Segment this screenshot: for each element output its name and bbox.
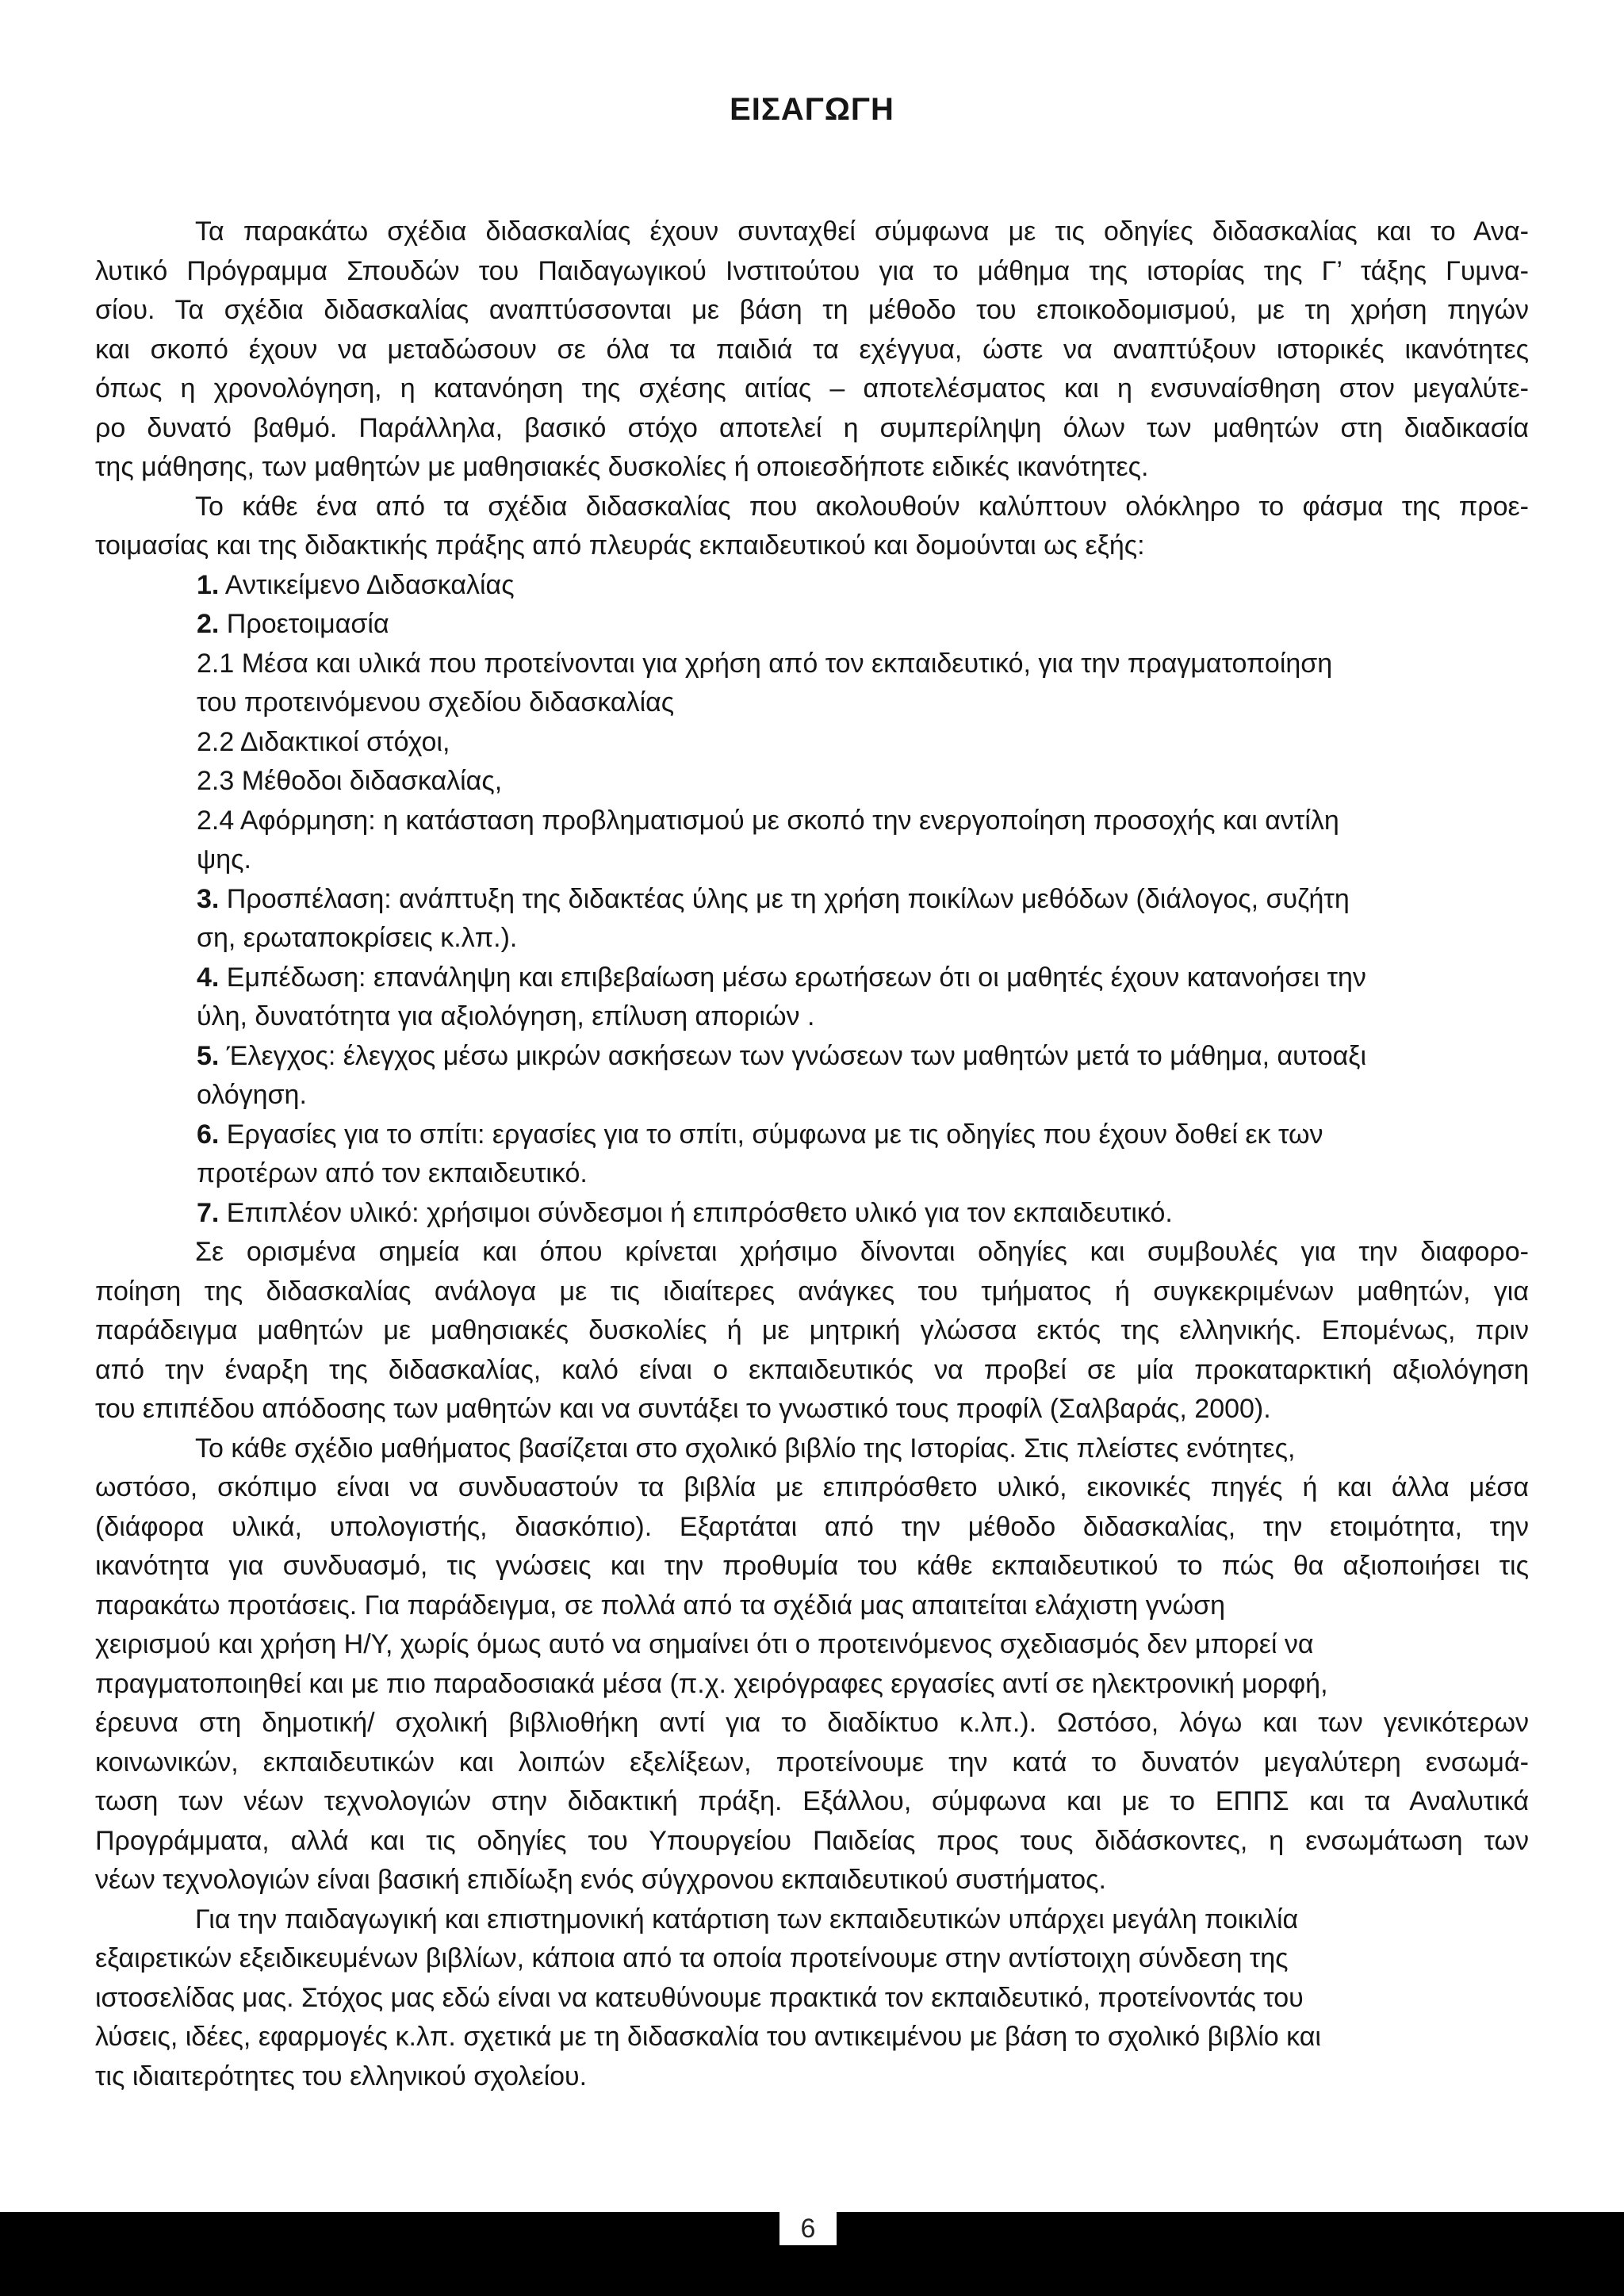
text-line: νέων τεχνολογιών είναι βασική επιδίωξη ενός σύγχρονου εκπαιδευτικού συστήματος. — [95, 1865, 1106, 1895]
list-item-continuation: ολόγηση. — [197, 1080, 307, 1110]
list-item-text: Έλεγχος: έλεγχος μέσω μικρών ασκήσεων των γνώσεων των μαθητών μετά το μάθημα, αυτοαξι — [219, 1040, 1367, 1071]
list-item-continuation: ύλη, δυνατότητα για αξιολόγηση, επίλυση αποριών . — [197, 1001, 815, 1031]
list-item-text: Προετοιμασία — [219, 609, 389, 639]
text-line: τωση των νέων τεχνολογιών στην διδακτική πράξη. Εξάλλου, σύμφωνα και με το ΕΠΠΣ και τα Αναλυτικά — [95, 1786, 1529, 1816]
text-line: ικανότητα για συνδυασμό, τις γνώσεις και την προθυμία του κάθε εκπαιδευτικού το πώς θα αξιοποιήσει τις — [95, 1551, 1529, 1581]
text-line: του επιπέδου απόδοσης των μαθητών και να συντάξει το γνωστικό τους προφίλ (Σαλβαράς, 2000). — [95, 1394, 1271, 1424]
text-line: παρακάτω προτάσεις. Για παράδειγμα, σε πολλά από τα σχέδιά μας απαιτείται ελάχιστη γνώση — [95, 1590, 1226, 1621]
list-item-continuation: ψης. — [197, 844, 251, 874]
text-line: σίου. Τα σχέδια διδασκαλίας αναπτύσσονται με βάση τη μέθοδο του εποικοδομισμού, με τη χρήση πηγών — [95, 295, 1529, 325]
list-item: 2.2 Διδακτικοί στόχοι, — [197, 726, 450, 757]
text-line: της μάθησης, των μαθητών με μαθησιακές δυσκολίες ή οποιεσδήποτε ειδικές ικανότητες. — [95, 452, 1149, 482]
text-line: έρευνα στη δημοτική/ σχολική βιβλιοθήκη αντί για το διαδίκτυο κ.λπ.). Ωστόσο, λόγω και των γενικότερων — [95, 1708, 1529, 1738]
text-line: κοινωνικών, εκπαιδευτικών και λοιπών εξελίξεων, προτείνουμε την κατά το δυνατόν μεγαλύτερη ενσωμά- — [95, 1747, 1529, 1777]
list-item-number: 5. — [197, 1040, 220, 1071]
text-line: πραγματοποιηθεί και με πιο παραδοσιακά μέσα (π.χ. χειρόγραφες εργασίες αντί σε ηλεκτρονική μορφή, — [95, 1668, 1328, 1699]
list-item-number: 4. — [197, 962, 220, 993]
list-item-text: Εργασίες για το σπίτι: εργασίες για το σπίτι, σύμφωνα με τις οδηγίες που έχουν δοθεί εκ των — [219, 1119, 1323, 1150]
text-line: Προγράμματα, αλλά και τις οδηγίες του Υπουργείου Παιδείας προς τους διδάσκοντες, η ενσωμάτωση των — [95, 1825, 1529, 1856]
list-item-continuation: του προτεινόμενου σχεδίου διδασκαλίας — [197, 687, 675, 718]
text-line: λύσεις, ιδέες, εφαρμογές κ.λπ. σχετικά με τη διδασκαλία του αντικειμένου με βάση το σχολικό βιβλίο και — [95, 2022, 1321, 2052]
list-item-continuation: ση, ερωταποκρίσεις κ.λπ.). — [197, 923, 518, 953]
text-line: παράδειγμα μαθητών με μαθησιακές δυσκολίες ή με μητρική γλώσσα εκτός της ελληνικής. Επομένως, πριν — [95, 1315, 1529, 1345]
list-item: 2.1 Μέσα και υλικά που προτείνονται για χρήση από τον εκπαιδευτικό, για την πραγματοποίηση — [197, 648, 1333, 679]
text-line: ωστόσο, σκόπιμο είναι να συνδυαστούν τα βιβλία με επιπρόσθετο υλικό, εικονικές πηγές ή και άλλα μέσα — [95, 1472, 1529, 1502]
text-line: όπως η χρονολόγηση, η κατανόηση της σχέσης αιτίας – αποτελέσματος και η ενσυναίσθηση στον μεγαλύτε- — [95, 373, 1529, 404]
list-item-text: Εμπέδωση: επανάληψη και επιβεβαίωση μέσω ερωτήσεων ότι οι μαθητές έχουν κατανοήσει την — [219, 962, 1366, 993]
list-item — [95, 605, 1529, 645]
text-line: Το κάθε σχέδιο μαθήματος βασίζεται στο σχολικό βιβλίο της Ιστορίας. Στις πλείστες ενότητες, — [195, 1433, 1296, 1464]
page-title: ΕΙΣΑΓΩΓΗ — [730, 92, 894, 127]
list-item — [95, 566, 1529, 606]
list-item-number: 3. — [197, 883, 220, 914]
list-item-text: Επιπλέον υλικό: χρήσιμοι σύνδεσμοι ή επιπρόσθετο υλικό για τον εκπαιδευτικό. — [219, 1197, 1173, 1228]
page-number: 6 — [800, 2214, 816, 2244]
list-item-number: 7. — [197, 1197, 220, 1228]
text-line: ρο δυνατό βαθμό. Παράλληλα, βασικό στόχο αποτελεί η συμπερίληψη όλων των μαθητών στη διαδικασία — [95, 412, 1529, 443]
text-line: ιστοσελίδας μας. Στόχος μας εδώ είναι να κατευθύνουμε πρακτικά τον εκπαιδευτικό, προτείνοντάς του — [95, 1982, 1304, 2013]
text-line: λυτικό Πρόγραμμα Σπουδών του Παιδαγωγικού Ινστιτούτου για το μάθημα της ιστορίας της Γ’ τάξης Γυμνα- — [95, 255, 1529, 286]
text-line: Τα παρακάτω σχέδια διδασκαλίας έχουν συνταχθεί σύμφωνα με τις οδηγίες διδασκαλίας και το Ανα- — [195, 216, 1529, 247]
text-line: Για την παιδαγωγική και επιστημονική κατάρτιση των εκπαιδευτικών υπάρχει μεγάλη ποικιλία — [195, 1904, 1299, 1934]
text-line: Το κάθε ένα από τα σχέδια διδασκαλίας που ακολουθούν καλύπτουν ολόκληρο το φάσμα της προε- — [195, 491, 1529, 522]
list-item — [95, 959, 1529, 998]
list-item-continuation: προτέρων από τον εκπαιδευτικό. — [197, 1158, 588, 1188]
list-item-number: 6. — [197, 1119, 220, 1150]
body-text — [95, 212, 1529, 2096]
list-item — [95, 880, 1529, 920]
list-item — [95, 1037, 1529, 1077]
list-item: 2.4 Αφόρμηση: η κατάσταση προβληματισμού με σκοπό την ενεργοποίηση προσοχής και αντίλη — [197, 805, 1339, 836]
list-item — [95, 1194, 1529, 1234]
list-item — [95, 1115, 1529, 1155]
text-line: ποίηση της διδασκαλίας ανάλογα με τις ιδιαίτερες ανάγκες του τμήματος ή συγκεκριμένων μαθητών, για — [95, 1276, 1529, 1307]
text-line: από την έναρξη της διδασκαλίας, καλό είναι ο εκπαιδευτικός να προβεί σε μία προκαταρκτική αξιολόγηση — [95, 1354, 1529, 1385]
list-item: 2.3 Μέθοδοι διδασκαλίας, — [197, 766, 503, 796]
text-line: τις ιδιαιτερότητες του ελληνικού σχολείου. — [95, 2061, 588, 2091]
text-line: και σκοπό έχουν να μεταδώσουν σε όλα τα παιδιά τα εχέγγυα, ώστε να αναπτύξουν ιστορικές ικανότητες — [95, 334, 1529, 365]
text-line: εξαιρετικών εξειδικευμένων βιβλίων, κάποια από τα οποία προτείνουμε στην αντίστοιχη σύνδεση της — [95, 1943, 1289, 1973]
text-line: (διάφορα υλικά, υπολογιστής, διασκόπιο). Εξαρτάται από την μέθοδο διδασκαλίας, την ετοιμότητα, την — [95, 1511, 1529, 1542]
text-line: χειρισμού και χρήση Η/Υ, χωρίς όμως αυτό να σημαίνει ότι ο προτεινόμενος σχεδιασμός δεν μπορεί να — [95, 1629, 1314, 1659]
page-number-box — [779, 2212, 837, 2245]
list-item-number: 1. — [197, 569, 220, 600]
list-item-text: Αντικείμενο Διδασκαλίας — [219, 569, 515, 600]
list-item-text: Προσπέλαση: ανάπτυξη της διδακτέας ύλης με τη χρήση ποικίλων μεθόδων (διάλογος, συζήτη — [219, 883, 1350, 914]
text-line: τοιμασίας και της διδακτικής πράξης από πλευράς εκπαιδευτικού και δομούνται ως εξής: — [95, 530, 1145, 561]
list-item-number: 2. — [197, 609, 220, 639]
text-line: Σε ορισμένα σημεία και όπου κρίνεται χρήσιμο δίνονται οδηγίες και συμβουλές για την διαφορο- — [195, 1237, 1529, 1267]
